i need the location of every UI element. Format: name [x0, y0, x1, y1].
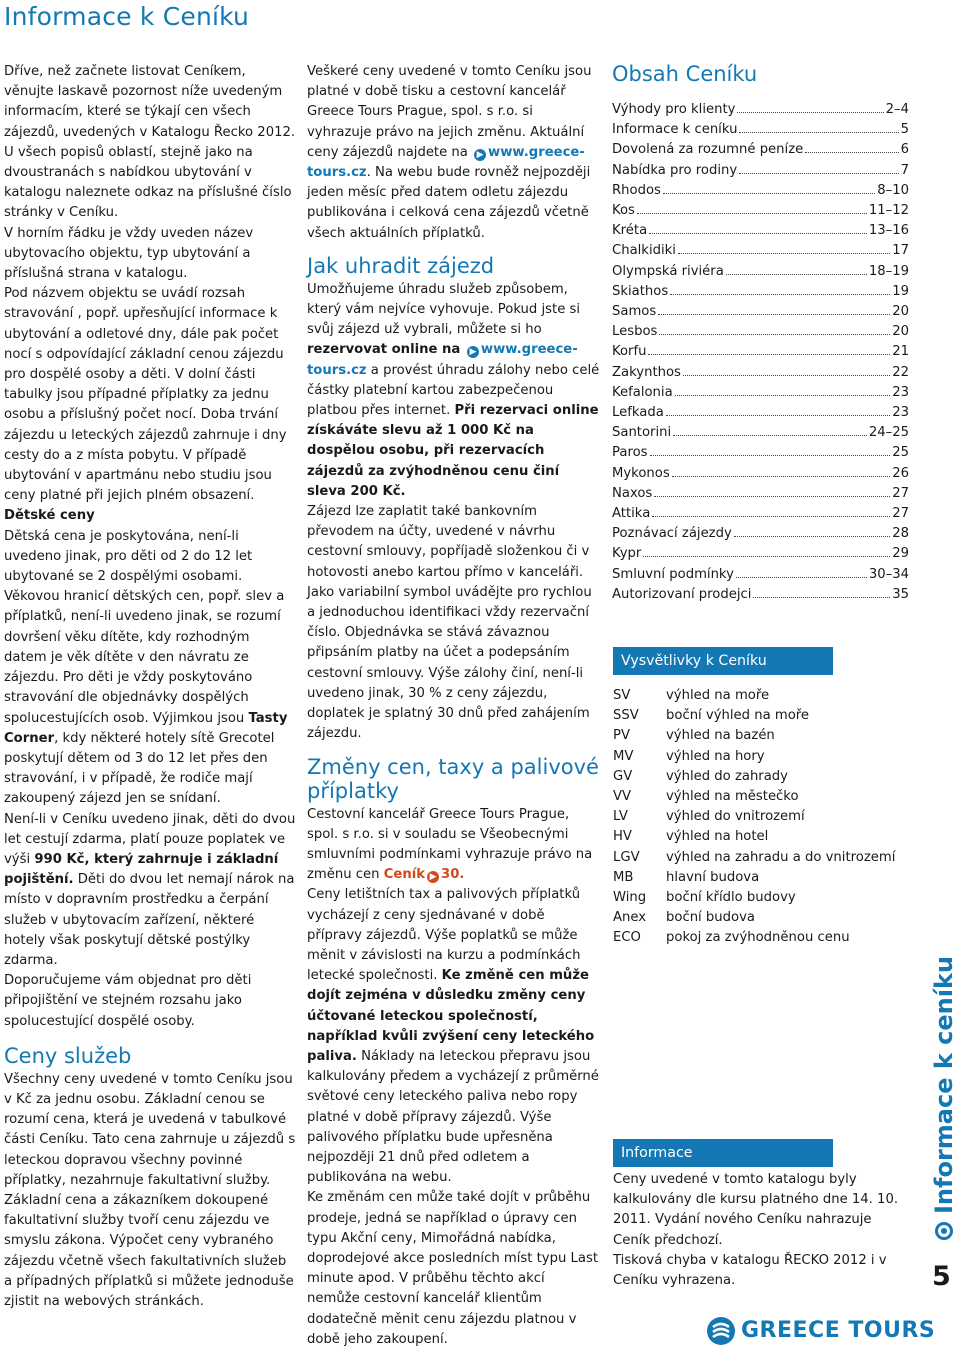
changes-text-1: Cestovní kancelář Greece Tours Prague, spol. s r.o. si v souladu se Všeobecnými smluvními podmínkami vyhrazuje právo na změnu cen [307, 806, 593, 883]
legend-item [613, 787, 895, 807]
toc-item-page: 23 [892, 384, 909, 400]
toc-item[interactable] [612, 120, 909, 140]
legend-desc: výhled na zahradu a do vnitrozemí [666, 849, 896, 865]
toc-item-label: Skiathos [612, 283, 669, 299]
kids-text-2: , kdy některé hotely sítě Grecotel poskytují dětem od 3 do 12 let přes den stravování, i v případě, že rodiče mají zakoupený zájezd jen se snídaní. [4, 730, 275, 807]
changes-heading: Změny cen, taxy a palivové příplatky [307, 754, 599, 803]
legend-desc: boční křídlo budovy [666, 890, 796, 906]
toc-item-label: Rhodos [612, 182, 661, 198]
prices-text-2: . Na webu bude rovněž nejpozději jeden měsíc před datem odletu zájezdu publikována i celková cena zájezdů včetně všech aktuálních příplatků. [307, 165, 591, 241]
toc-item-page: 7 [900, 162, 909, 178]
toc-item-label: Naxos [612, 485, 653, 501]
toc-item[interactable] [612, 383, 909, 403]
toc-item[interactable] [612, 423, 909, 443]
legend-item [613, 827, 895, 847]
toc-item-page: 26 [892, 465, 909, 481]
toc-item[interactable] [612, 342, 909, 362]
info-text-1: Ceny uvedené v tomto katalogu byly kalkulovány dle kursu platného dne 14. 10. 2011. Vydání nového Ceníku nahrazuje Ceník předchozí. [613, 1172, 899, 1248]
brand-logo [706, 1316, 935, 1346]
info-title: Informace [613, 1139, 833, 1167]
legend-desc: výhled na hory [666, 748, 765, 764]
pricelist-ref-page: 30 [441, 867, 460, 883]
legend-desc: výhled na městečko [666, 789, 799, 805]
column-right [612, 62, 912, 605]
toc-item-page: 24–25 [868, 425, 909, 441]
website-link-2[interactable]: www.greece-tours.cz [307, 342, 578, 378]
taxes-paragraph [307, 885, 601, 1188]
legend-abbr: MB [613, 869, 634, 885]
payment-text-2: a provést úhradu zálohy nebo celé částky platební kartou zabezpečenou platbou přes internet. [307, 362, 600, 419]
infant-text: Není-li v Ceníku uvedeno jinak, děti do dvou let cestují zdarma, platí pouze poplatek ve výši [4, 811, 296, 867]
toc-leader [739, 132, 898, 133]
toc-item-label: Nabídka pro rodiny [612, 162, 738, 178]
infant-text-2: Děti do dvou let nemají nárok na místo v dopravním prostředku a čerpání služeb v ubytovacím zařízení, některé hotely však poskytují dětské postýlky zdarma. [4, 872, 295, 968]
legend-desc: výhled do zahrady [666, 768, 788, 784]
toc-item-label: Lesbos [612, 324, 658, 340]
toc-item-page: 17 [892, 243, 909, 259]
legend-item [613, 928, 895, 948]
toc-item[interactable] [612, 363, 909, 383]
toc-item-page: 21 [892, 344, 909, 360]
toc-leader [678, 253, 890, 254]
toc-leader [670, 294, 890, 295]
online-booking-text: rezervovat online na [307, 342, 465, 358]
toc-item-label: Poznávací zájezdy [612, 526, 732, 542]
toc-leader [637, 213, 867, 214]
legend-item [613, 747, 895, 767]
legend-desc: výhled na bazén [666, 728, 775, 744]
toc-leader [673, 435, 867, 436]
toc-item-label: Olympská riviéra [612, 263, 724, 279]
toc-item-label: Kréta [612, 223, 648, 239]
infant-fee: 990 Kč, který zahrnuje i základní pojištění. [4, 851, 279, 888]
toc-item-label: Informace k ceníku [612, 122, 738, 138]
legend-item [613, 868, 895, 888]
fuel-text: Náklady na leteckou přepravu jsou kalkulovány předem a vycházejí z průměrné světové ceny leteckého paliva nebo ropy platné v době přípravy zájezdů. Výše palivového příplatku bude upřesněna nejpozději 21 dnů před odletem a publikována na webu. [307, 1048, 599, 1186]
legend-abbr: VV [613, 789, 632, 805]
info-header [613, 1139, 833, 1167]
toc-item-label: Chalkidiki [612, 243, 676, 259]
toc-leader [739, 173, 898, 174]
toc-item-label: Autorizovaní prodejci [612, 586, 752, 602]
toc-item-label: Dovolená za rozumné peníze [612, 142, 804, 158]
payment-paragraph [307, 280, 601, 502]
toc-item-page: 5 [900, 122, 909, 138]
legend-abbr: LGV [613, 849, 640, 865]
sales-changes-paragraph: Ke změnám cen může také dojít v průběhu prodeje, jedná se například o úpravy cen typu Akční ceny, Mimořádná nabídka, doprodejové akce posledních míst typu Last minute apod. V průběhu těchto akcí nemůže cestovní kancelář klientům dodatečně měnit cenu zájezdu platnou v době jeho zakoupení. [307, 1190, 599, 1347]
legend-desc: výhled do vnitrozemí [666, 809, 805, 825]
toc-item-page: 28 [892, 526, 909, 542]
toc-item-label: Kefalonia [612, 384, 673, 400]
insurance-paragraph: Doporučujeme vám objednat pro děti připojištění ve stejném rozsahu jako spolucestující dospělé osoby. [4, 973, 252, 1029]
toc-item[interactable] [612, 221, 909, 241]
intro-paragraph: Dříve, než začnete listovat Ceníkem, věnujte laskavě pozornost níže uvedeným informacím, které se týkají cen všech zájezdů, uvedených v Katalogu Řecko 2012. U všech popisů oblastí, stejně jako na dvoustranách s nabídkou ubytování v katalogu naleznete odkaz na příslušné číslo stránky v Ceníku. [4, 64, 296, 221]
toc-item-page: 22 [892, 364, 909, 380]
toc-item-page: 27 [892, 506, 909, 522]
row-info-paragraph: V horním řádku je vždy uveden název ubytovacího objektu, typ ubytování a příslušná strana v katalogu. [4, 225, 254, 282]
legend-header [613, 647, 833, 675]
kids-paragraph [4, 527, 296, 810]
toc-item[interactable] [612, 161, 909, 181]
toc-leader [659, 334, 890, 335]
legend-abbr: SV [613, 688, 631, 703]
toc-leader [648, 354, 890, 355]
page-number: 5 [932, 1261, 951, 1292]
toc-item-label: Mykonos [612, 465, 670, 481]
target-icon [935, 1222, 953, 1240]
toc-item-label: Paros [612, 445, 648, 461]
kids-heading: Dětské ceny [4, 508, 95, 524]
toc-item-page: 2–4 [885, 102, 909, 117]
toc-leader [737, 112, 883, 113]
toc-item-label: Kypr [612, 546, 642, 562]
legend-desc: pokoj za zvýhodněnou cenu [666, 930, 850, 946]
legend-abbr: HV [613, 829, 632, 845]
website-link[interactable]: www.greece-tours.cz [307, 144, 585, 181]
toc-item[interactable] [612, 524, 909, 544]
toc-leader [683, 375, 890, 376]
payment-heading: Jak uhradit zájezd [307, 253, 495, 278]
toc-item-page: 13–16 [868, 223, 909, 239]
side-label-text: Informace k ceníku [930, 955, 958, 1214]
legend-item [613, 767, 895, 787]
toc-list [612, 100, 909, 605]
toc-item[interactable] [612, 585, 909, 605]
toc-item[interactable] [612, 504, 909, 524]
toc-item-page: 23 [892, 405, 909, 421]
toc-item-label: Výhody pro klienty [612, 102, 736, 117]
toc-leader [672, 476, 891, 477]
bank-transfer-paragraph: Zájezd lze zaplatit také bankovním převodem na účty, uvedené v návrhu cestovní smlouvy, popříjadě složenkou či v hotovosti anebo kartou přímo v kanceláři. Jako variabilní symbol uvádějte pro rychlou a jednoduchou identifikaci vždy rezervační číslo. Objednávka se stává závaznou připsáním platby na účet a podepsáním cestovní smlouvy. Výše zálohy činí, není-li uvedeno jinak, 30 % z ceny zájezdu, doplatek je splatný 30 dnů před zahájením zájezdu. [307, 504, 592, 742]
page-title: Informace k Ceníku [4, 2, 250, 31]
toc-item[interactable] [612, 140, 909, 160]
legend-item [613, 848, 895, 868]
legend-abbr: LV [613, 809, 628, 825]
toc-item[interactable] [612, 565, 909, 585]
legend-desc: boční výhled na moře [666, 708, 810, 724]
toc-item-page: 20 [892, 304, 909, 320]
info-text-2: Tisková chyba v katalogu ŘECKO 2012 i v Ceníku vyhrazena. [613, 1252, 887, 1289]
arrow-right-icon: ▶ [474, 149, 486, 161]
legend-item [613, 686, 895, 706]
legend-abbr: GV [613, 768, 633, 784]
legend-abbr: PV [613, 728, 630, 744]
prices-text: Veškeré ceny uvedené v tomto Ceníku jsou platné v době tisku a cestovní kancelář Greece Tours Prague, spol. s r.o. si vyhrazuje právo na jejich změnu. Aktuální ceny zájezdů najdete na [307, 64, 592, 160]
legend-abbr: Anex [613, 910, 647, 926]
legend-abbr: Wing [613, 890, 647, 906]
column-middle [307, 62, 601, 1350]
toc-item-label: Samos [612, 304, 657, 320]
kids-brand: Tasty Corner [4, 710, 288, 746]
toc-item-page: 20 [892, 324, 909, 340]
greece-tours-logo-icon [706, 1316, 736, 1346]
toc-leader [753, 597, 890, 598]
legend-abbr: ECO [613, 930, 641, 946]
payment-text-1: Umožňujeme úhradu služeb způsobem, který vám nejvíce vyhovuje. Pokud jste si svůj zájezd už vybrali, můžete si ho [307, 281, 581, 338]
toc-item[interactable] [612, 181, 909, 201]
changes-paragraph: Cestovní kancelář Greece Tours Prague, spol. s r.o. si v souladu se Všeobecnými smluvními podmínkami vyhrazuje právo na změnu cen Ceník ▶ 30. [307, 806, 593, 883]
toc-item[interactable] [612, 241, 909, 261]
toc-item[interactable] [612, 262, 909, 282]
legend-item [613, 888, 895, 908]
toc-item[interactable] [612, 282, 909, 302]
toc-item-page: 27 [892, 485, 909, 501]
toc-leader [675, 395, 891, 396]
toc-item-page: 25 [892, 445, 909, 461]
toc-leader [650, 455, 891, 456]
details-paragraph: Pod názvem objektu se uvádí rozsah stravování , popř. upřesňující informace k ubytování a odletové dny, dále pak počet nocí s odpovídající základní cenou zájezdu pro dospělé osoby a děti. V dolní části tabulky jsou případné příplatky za jednu osobu a příslušný počet nocí. Doba trvání zájezdu u leteckých zájezdů zahrnuje i dny cesty do a z místa pobytu. V případě ubytování v apartmánu nebo studiu jsou ceny platné při jejich plném obsazení. [4, 286, 287, 504]
legend-desc: hlavní budova [666, 869, 760, 885]
toc-leader [734, 536, 890, 537]
fuel-change-text: Ke změně cen může dojít zejména v důsledku změny ceny účtované leteckou společností, například kvůli zvýšení ceny leteckého paliva. [307, 968, 595, 1064]
toc-item-page: 29 [892, 546, 909, 562]
toc-item[interactable] [612, 322, 909, 342]
toc-item[interactable] [612, 201, 909, 221]
toc-item[interactable] [612, 484, 909, 504]
legend-title: Vysvětlivky k Ceníku [613, 647, 833, 675]
toc-leader [663, 193, 875, 194]
services-heading: Ceny služeb [4, 1043, 132, 1068]
toc-leader [652, 516, 890, 517]
legend-desc: výhled na hotel [666, 829, 769, 845]
toc-leader [643, 556, 890, 557]
toc-leader [726, 274, 867, 275]
toc-leader [649, 233, 867, 234]
toc-item-page: 19 [892, 283, 909, 299]
toc-item-label: Attika [612, 506, 651, 522]
toc-leader [666, 415, 890, 416]
toc-item-page: 18–19 [868, 263, 909, 279]
logo-text: GREECE TOURS [741, 1318, 936, 1343]
toc-item-label: Kos [612, 203, 635, 219]
toc-item[interactable] [612, 100, 909, 120]
toc-item-page: 8–10 [877, 182, 909, 198]
toc-leader [736, 577, 867, 578]
toc-item-page: 11–12 [868, 203, 909, 219]
kids-text-1: Dětská cena je poskytována, není-li uvedeno jinak, pro děti od 2 do 12 let ubytované se 2 dospělými osobami. Věkovou hranicí dětských cen, popř. slev a příplatků, není-li uvedeno jinak, se rozumí dovršení věku dítěte, kdy rozhodným datem je věk dítěte v den návratu ze zájezdu. Pro děti je vždy poskytováno stravování dle objednávky dospělých spolucestujících osob. Výjimkou jsou [4, 528, 285, 726]
legend-list [613, 686, 895, 949]
toc-item-page: 30–34 [868, 566, 909, 582]
toc-leader [654, 496, 890, 497]
column-left [4, 62, 296, 1312]
legend-item [613, 726, 895, 746]
toc-item[interactable] [612, 544, 909, 564]
info-box [613, 1170, 903, 1291]
legend-desc: výhled na moře [666, 688, 770, 703]
online-discount-text: Při rezervaci online získáváte slevu až 1 000 Kč na dospělou osobu, při rezervacích zájezdů za zvýhodněnou cenu činí sleva 200 Kč. [307, 403, 599, 499]
infant-paragraph [4, 810, 296, 972]
toc-item[interactable] [612, 302, 909, 322]
toc-item-label: Lefkada [612, 405, 664, 421]
toc-item-label: Santorini [612, 425, 672, 441]
legend-item [613, 908, 895, 928]
toc-item-page: 6 [900, 142, 909, 158]
legend-item [613, 807, 895, 827]
legend-item [613, 706, 895, 726]
pricelist-ref-label: Ceník [383, 867, 426, 883]
toc-item[interactable] [612, 403, 909, 423]
toc-item[interactable] [612, 464, 909, 484]
toc-item-page: 35 [892, 586, 909, 602]
toc-leader [658, 314, 890, 315]
toc-leader [805, 152, 898, 153]
toc-item-label: Zakynthos [612, 364, 681, 380]
arrow-right-icon: ▶ [467, 346, 479, 358]
toc-item-label: Korfu [612, 344, 647, 360]
legend-abbr: SSV [613, 708, 639, 724]
toc-title: Obsah Ceníku [612, 62, 758, 86]
arrow-right-icon: ▶ [427, 871, 439, 883]
toc-item[interactable] [612, 443, 909, 463]
side-label [932, 940, 956, 1240]
taxes-text: Ceny letištních tax a palivových příplatků vycházejí z ceny sjednávané v době přípravy zájezdů. Výše poplatků se může měnit v závislosti na kurzu a podmínkách letecké společnosti. [307, 887, 581, 984]
legend-abbr: MV [613, 748, 634, 764]
services-paragraph: Všechny ceny uvedené v tomto Ceníku jsou v Kč za jednu osobu. Základní cenou se rozumí cena, která je uvedená v tabulkové části Ceníku. Tato cena zahrnuje u zájezdů s leteckou dopravou všechny povinné příplatky, nezahrnuje fakultativní služby. Základní cena a zákazníkem dokoupené fakultativní služby tvoří cenu zájezdu ve smyslu zákona. Výpočet ceny vybraného zájezdu včetně všech fakultativních služeb a případných příplatků si můžete jednoduše zjistit na webových stránkách. [4, 1071, 296, 1309]
toc-item-label: Smluvní podmínky [612, 566, 734, 582]
legend-desc: boční budova [666, 910, 755, 926]
prices-paragraph [307, 62, 601, 244]
